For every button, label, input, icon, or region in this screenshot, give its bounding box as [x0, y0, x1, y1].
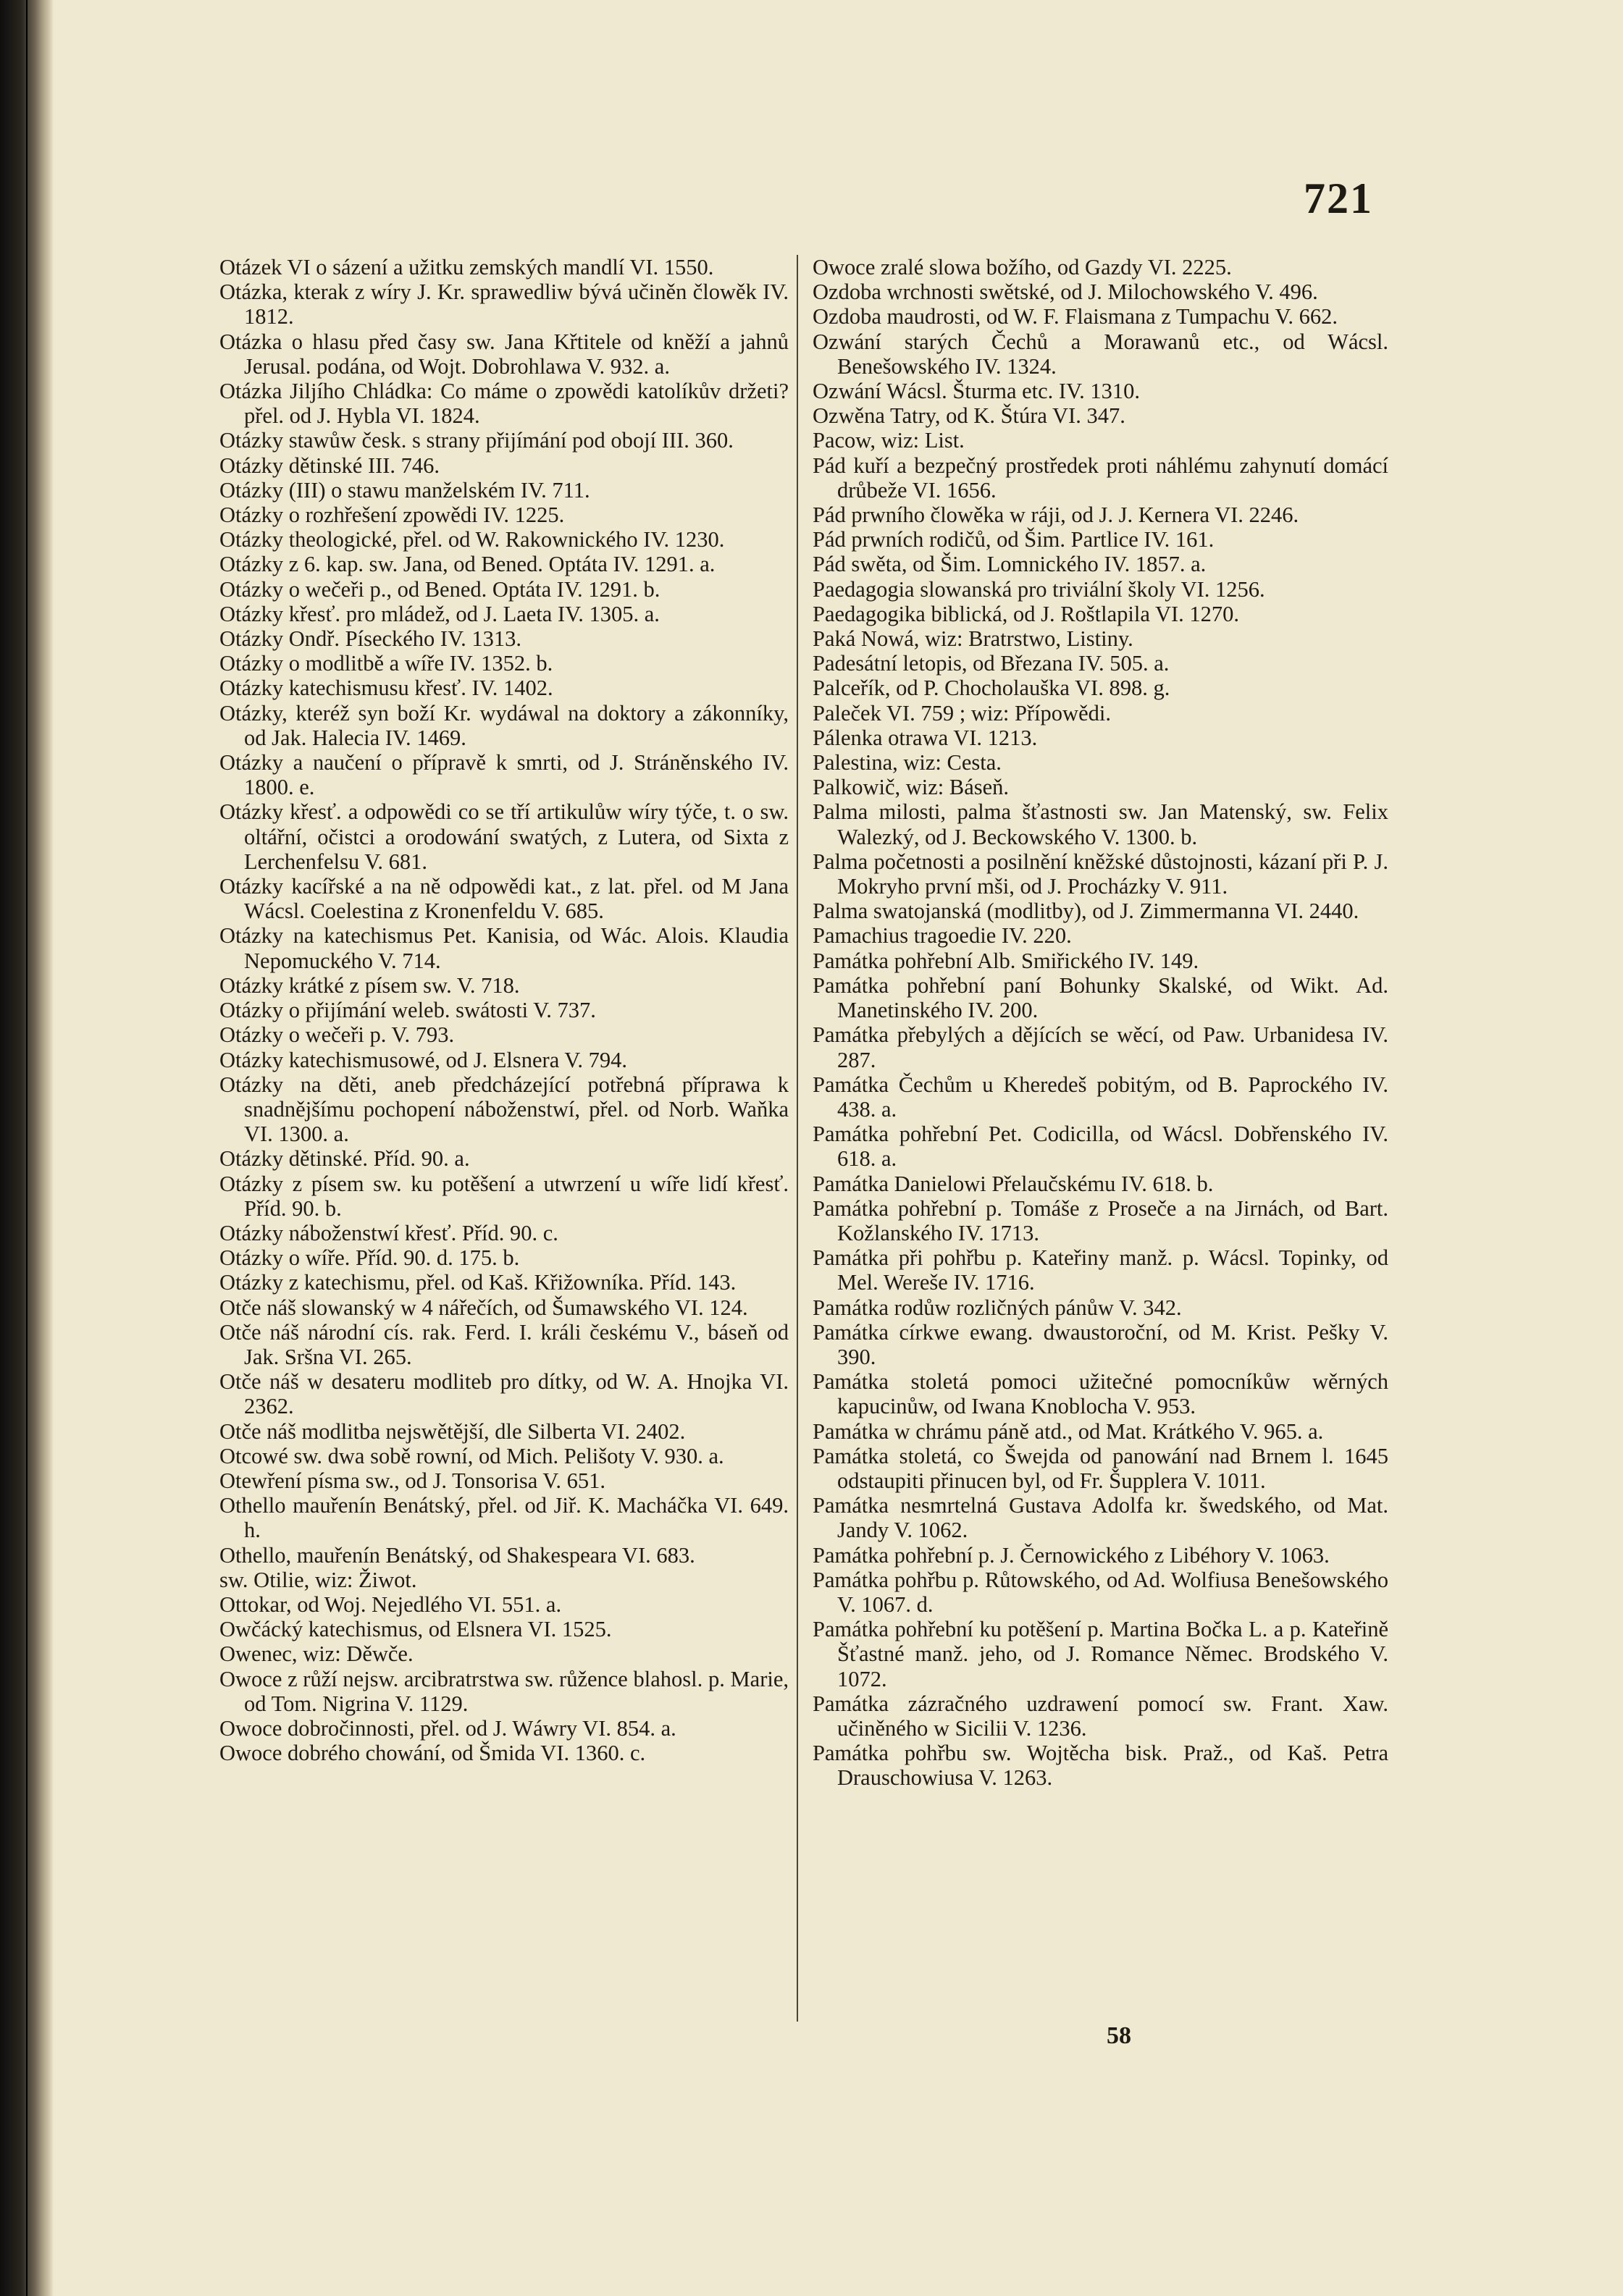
index-entry: Otázky z písem sw. ku potěšení a utwrzení u wíře lidí křesť. Příd. 90. b. [219, 1171, 789, 1221]
index-entry: Památka při pohřbu p. Kateřiny manž. p. Wácsl. Topinky, od Mel. Wereše IV. 1716. [813, 1245, 1388, 1295]
index-entry: Otázka, kterak z wíry J. Kr. sprawedliw bývá učiněn člowěk IV. 1812. [219, 279, 789, 329]
index-entry: Otázky o rozhřešení zpowědi IV. 1225. [219, 502, 565, 528]
index-entry: Památka pohřbu sw. Wojtěcha bisk. Praž., od Kaš. Petra Drauschowiusa V. 1263. [813, 1741, 1388, 1791]
index-entry: Padesátní letopis, od Březana IV. 505. a. [813, 651, 1170, 676]
index-entry: Pád kuří a bezpečný prostředek proti náhlému zahynutí domácí drůbeže VI. 1656. [813, 453, 1388, 502]
index-entry: Otázky o wečeři p., od Bened. Optáta IV. 1291. b. [219, 576, 660, 602]
index-entry: Palma milosti, palma šťastnosti sw. Jan Matenský, sw. Felix Walezký, od J. Beckowského V. 1300. b. [813, 799, 1388, 849]
index-entry: Památka přebylých a dějících se wěcí, od Paw. Urbanidesa IV. 287. [813, 1022, 1388, 1072]
index-entry: Pád prwních rodičů, od Šim. Partlice IV. 161. [813, 527, 1215, 552]
index-entry: Owoce dobrého chowání, od Šmida VI. 1360. c. [219, 1741, 646, 1766]
index-entry: Otázky theologické, přel. od W. Rakownického IV. 1230. [219, 527, 725, 552]
right-index-column [813, 255, 1388, 1791]
index-entry: Paedagogika biblická, od J. Roštlapila VI. 1270. [813, 601, 1240, 626]
index-entry: Památka stoletá pomoci užitečné pomocníkůw wěrných kapucinůw, od Iwana Knoblocha V. 953. [813, 1369, 1388, 1419]
sheet-signature-number: 58 [1107, 2022, 1131, 2049]
index-entry: Ozwání starých Čechů a Morawanů etc., od Wácsl. Benešowského IV. 1324. [813, 329, 1388, 379]
index-entry: Otázky kacířské a na ně odpowědi kat., z lat. přel. od M Jana Wácsl. Coelestina z Kronenfeldu V. 685. [219, 874, 789, 924]
index-entry: Otázky o wíře. Příd. 90. d. 175. b. [219, 1245, 520, 1271]
index-entry: Otázky krátké z písem sw. V. 718. [219, 972, 520, 998]
index-entry: Památka pohřební Alb. Smiřického IV. 149. [813, 948, 1199, 973]
index-entry: Owoce z růží nejsw. arcibratrstwa sw. růžence blahosl. p. Marie, od Tom. Nigrina V. 1129. [219, 1666, 789, 1716]
index-entry: Palkowič, wiz: Báseň. [813, 775, 1010, 800]
index-entry: Palma početnosti a posilnění kněžské důstojnosti, kázaní při P. J. Mokryho první mši, od J. Procházky V. 911. [813, 849, 1388, 899]
index-entry: Paedagogia slowanská pro triviální školy VI. 1256. [813, 576, 1265, 602]
index-entry: Památka rodůw rozličných pánůw V. 342. [813, 1295, 1182, 1320]
index-entry: sw. Otilie, wiz: Žiwot. [219, 1567, 417, 1592]
column-divider [797, 255, 798, 2022]
index-entry: Palceřík, od P. Chocholauška VI. 898. g. [813, 676, 1170, 701]
index-entry: Otázky katechismusowé, od J. Elsnera V. 794. [219, 1047, 628, 1072]
index-entry: Otázky z katechismu, přel. od Kaš. Křižowníka. Příd. 143. [219, 1270, 737, 1295]
index-entry: Owoce dobročinnosti, přel. od J. Wáwry VI. 854. a. [219, 1715, 676, 1741]
index-entry: Ozwěna Tatry, od K. Štúra VI. 347. [813, 403, 1125, 429]
index-entry: Ozdoba wrchnosti swětské, od J. Milochowského V. 496. [813, 279, 1318, 305]
index-entry: Paká Nowá, wiz: Bratrstwo, Listiny. [813, 626, 1133, 652]
index-entry: Otázky o wečeři p. V. 793. [219, 1022, 455, 1048]
index-entry: Otázka Jiljího Chládka: Co máme o zpowědi katolíkův držeti? přel. od J. Hybla VI. 1824. [219, 379, 789, 429]
index-entry: Otázky na katechismus Pet. Kanisia, od Wác. Alois. Klaudia Nepomuckého V. 714. [219, 923, 789, 973]
index-entry: Otče náš národní cís. rak. Ferd. I. králi českému V., báseň od Jak. Sršna VI. 265. [219, 1319, 789, 1369]
index-entry: Otázky (III) o stawu manželském IV. 711. [219, 477, 590, 502]
index-entry: Otázka o hlasu před časy sw. Jana Křtitele od kněží a jahnů Jerusal. podána, od Wojt. Dobrohlawa V. 932. a. [219, 329, 789, 379]
index-entry: Památka Danielowi Přelaučskému IV. 618. b. [813, 1171, 1214, 1196]
index-entry: Otázky náboženstwí křesť. Příd. 90. c. [219, 1220, 558, 1245]
index-entry: Otče náš slowanský w 4 nářečích, od Šumawského VI. 124. [219, 1295, 748, 1320]
index-entry: Památka zázračného uzdrawení pomocí sw. Frant. Xaw. učiněného w Sicilii V. 1236. [813, 1691, 1388, 1741]
index-entry: Památka pohřební paní Bohunky Skalské, od Wikt. Ad. Manetinského IV. 200. [813, 972, 1388, 1023]
index-entry: Otewření písma sw., od J. Tonsorisa V. 651. [219, 1468, 606, 1493]
index-entry: Otázky stawůw česk. s strany přijímání pod obojí III. 360. [219, 428, 734, 453]
index-entry: Památka pohřbu p. Růtowského, od Ad. Wolfiusa Benešowského V. 1067. d. [813, 1567, 1388, 1617]
index-entry: Památka pohřební p. Tomáše z Proseče a na Jirnách, od Bart. Kožlanského IV. 1713. [813, 1195, 1388, 1245]
index-entry: Otče náš modlitba nejswětější, dle Silberta VI. 2402. [219, 1418, 686, 1444]
index-entry: Památka pohřební Pet. Codicilla, od Wácsl. Dobřenského IV. 618. a. [813, 1122, 1388, 1172]
index-entry: Otázky dětinské. Příd. 90. a. [219, 1146, 470, 1172]
index-entry: Otcowé sw. dwa sobě rowní, od Mich. Pelišoty V. 930. a. [219, 1443, 724, 1468]
index-entry: Otázek VI o sázení a užitku zemských mandlí VI. 1550. [219, 255, 714, 279]
index-entry: Palma swatojanská (modlitby), od J. Zimmermanna VI. 2440. [813, 899, 1359, 924]
index-entry: Paleček VI. 759 ; wiz: Přípowědi. [813, 700, 1111, 726]
index-entry: Otázky o modlitbě a wíře IV. 1352. b. [219, 651, 553, 676]
binding-gutter-line [26, 0, 28, 2296]
index-entry: Otázky křesť. a odpowědi co se tří artikulůw wíry týče, t. o sw. oltářní, očistci a orodowání swatých, z Lutera, od Sixta z Lerchenfelsu V. 681. [219, 799, 789, 874]
index-entry: Otázky katechismusu křesť. IV. 1402. [219, 676, 553, 701]
index-entry: Othello, mauřenín Benátský, od Shakespeara VI. 683. [219, 1542, 695, 1568]
index-entry: Památka nesmrtelná Gustava Adolfa kr. šwedského, od Mat. Jandy V. 1062. [813, 1493, 1388, 1543]
index-entry: Ozdoba maudrosti, od W. F. Flaismana z Tumpachu V. 662. [813, 304, 1338, 329]
page-number: 721 [1304, 174, 1373, 222]
index-entry: Památka w chrámu páně atd., od Mat. Krátkého V. 965. a. [813, 1418, 1324, 1444]
index-entry: Otázky křesť. pro mládež, od J. Laeta IV. 1305. a. [219, 601, 660, 626]
index-entry: Památka pohřební ku potěšení p. Martina Bočka L. a p. Kateřině Šťastné manž. jeho, od J. Romance Němec. Brodského V. 1072. [813, 1617, 1388, 1691]
index-entry: Owčácký katechismus, od Elsnera VI. 1525. [219, 1617, 612, 1642]
index-entry: Památka Čechům u Kheredeš pobitým, od B. Paprockého IV. 438. a. [813, 1072, 1388, 1122]
index-entry: Otázky z 6. kap. sw. Jana, od Bened. Optáta IV. 1291. a. [219, 552, 716, 577]
index-entry: Památka stoletá, co Šwejda od panowání nad Brnem l. 1645 odstaupiti přinucen byl, od Fr. Šupplera V. 1011. [813, 1443, 1388, 1493]
index-entry: Ottokar, od Woj. Nejedlého VI. 551. a. [219, 1591, 562, 1617]
index-entry: Owenec, wiz: Děwče. [219, 1641, 414, 1667]
index-entry: Otázky o přijímání weleb. swátosti V. 737. [219, 998, 596, 1023]
index-entry: Palestina, wiz: Cesta. [813, 750, 1002, 775]
index-entry: Otče náš w desateru modliteb pro dítky, od W. A. Hnojka VI. 2362. [219, 1369, 789, 1419]
index-entry: Památka církwe ewang. dwaustoroční, od M. Krist. Pešky V. 390. [813, 1319, 1388, 1369]
index-entry: Otázky dětinské III. 746. [219, 453, 440, 478]
index-entry: Otázky Ondř. Píseckého IV. 1313. [219, 626, 522, 652]
index-entry: Pacow, wiz: List. [813, 428, 965, 453]
index-entry: Othello mauřenín Benátský, přel. od Jiř. K. Macháčka VI. 649. h. [219, 1493, 789, 1543]
index-entry: Pád prwního člowěka w ráji, od J. J. Kernera VI. 2246. [813, 502, 1299, 528]
index-entry: Otázky na děti, aneb předcházející potřebná příprawa k snadnějšímu pochopení náboženstwí, přel. od Norb. Waňka VI. 1300. a. [219, 1072, 789, 1147]
index-entry: Pálenka otrawa VI. 1213. [813, 725, 1038, 750]
index-entry: Owoce zralé slowa božího, od Gazdy VI. 2225. [813, 255, 1232, 279]
index-entry: Ozwání Wácsl. Šturma etc. IV. 1310. [813, 379, 1141, 404]
index-entry: Otázky a naučení o přípravě k smrti, od J. Stráněnského IV. 1800. e. [219, 750, 789, 800]
index-entry: Pamachius tragoedie IV. 220. [813, 923, 1072, 949]
left-index-column [219, 255, 789, 1765]
index-entry: Otázky, kteréž syn boží Kr. wydáwal na doktory a zákonníky, od Jak. Halecia IV. 1469. [219, 700, 789, 750]
index-entry: Pád swěta, od Šim. Lomnického IV. 1857. a. [813, 552, 1207, 577]
index-entry: Památka pohřební p. J. Černowického z Libéhory V. 1063. [813, 1542, 1330, 1568]
